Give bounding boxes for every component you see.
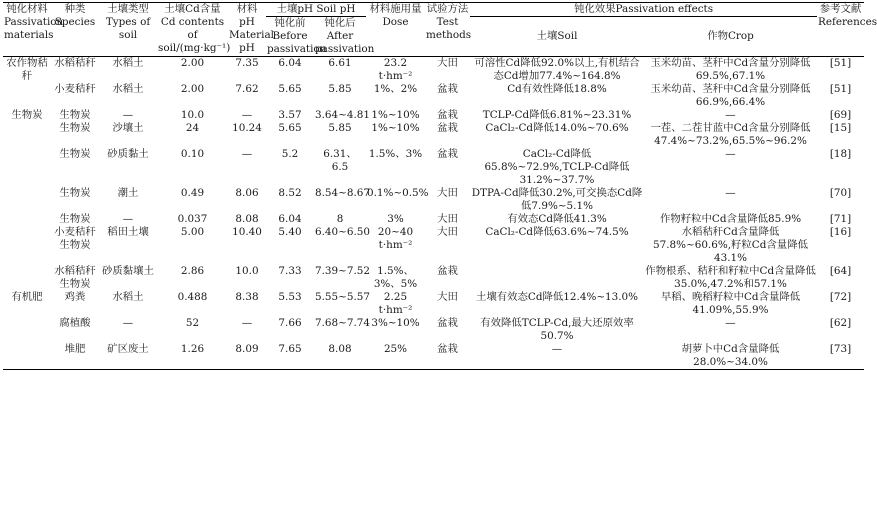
cell-ph-after: 6.61 — [328, 57, 352, 69]
cell-test-method: 盆栽 — [437, 148, 458, 160]
cell-ph-before: 7.65 — [266, 343, 314, 370]
passivation-table — [3, 2, 877, 370]
cell-material — [3, 317, 51, 343]
cell-ph-before: 3.57 — [278, 109, 302, 121]
cell-cd-content: 2.00 — [180, 57, 205, 69]
cell-ph-after: 5.55~5.57 — [315, 291, 370, 303]
cell-material — [3, 122, 51, 148]
cell-cd-content: 10.0 — [180, 109, 205, 121]
cell-dose: 1.5%、3% — [368, 148, 423, 160]
cell-dose: 23.2 t·hm⁻² — [378, 57, 413, 82]
cell-cd-content: 52 — [185, 317, 200, 329]
cell-dose: 2.25 t·hm⁻² — [378, 291, 413, 316]
cell-crop-effect: 作物籽粒中Cd含量降低85.9% — [659, 213, 802, 225]
cell-soil-effect: 土壤有效态Cd降低12.4%~13.0% — [475, 291, 639, 303]
cell-reference: [16] — [829, 226, 852, 238]
cell-soil-type: 水稻土 — [112, 83, 144, 95]
cell-crop-effect: 水稻秸秆Cd含量降低57.8%~60.6%,籽粒Cd含量降低43.1% — [653, 226, 808, 264]
table-row — [3, 122, 864, 148]
cell-species: 堆肥 — [51, 343, 99, 370]
header-soil-type: 土壤类型 Types of soil — [99, 3, 157, 57]
cell-material-ph: — — [241, 109, 253, 121]
cell-species: 生物炭 — [59, 122, 91, 134]
cell-test-method: 盆栽 — [425, 343, 470, 370]
cell-material-ph: 10.40 — [232, 226, 262, 238]
cell-cd-content: 5.00 — [180, 226, 205, 238]
cell-soil-effect — [470, 265, 644, 291]
cell-crop-effect: 玉米幼苗、茎秆中Cd含量分别降低69.5%,67.1% — [650, 57, 811, 82]
cell-ph-before: 5.65 — [278, 122, 302, 134]
cell-material-ph: 8.09 — [228, 343, 266, 370]
cell-soil-effect: CaCl₂-Cd降低63.6%~74.5% — [485, 226, 629, 238]
cell-cd-content: 24 — [185, 122, 200, 134]
cell-reference: [69] — [829, 109, 852, 121]
cell-soil-effect: DTPA-Cd降低30.2%,可交换态Cd降低7.9%~5.1% — [471, 187, 643, 212]
table-row — [3, 83, 864, 109]
cell-species: 水稻秸秆生物炭 — [54, 265, 96, 290]
table-row — [3, 226, 864, 265]
header-cd-content: 土壤Cd含量 Cd contents of soil/(mg·kg⁻¹) — [157, 3, 228, 57]
cell-test-method: 盆栽 — [437, 317, 458, 329]
cell-reference: [62] — [829, 317, 852, 329]
header-effect-soil: 土壤Soil — [470, 17, 644, 57]
cell-cd-content: 2.00 — [180, 83, 205, 95]
cell-soil-type: 水稻土 — [112, 57, 144, 69]
cell-ph-before: 6.04 — [278, 213, 302, 225]
cell-ph-before: 7.66 — [278, 317, 302, 329]
cell-cd-content: 0.10 — [180, 148, 205, 160]
cell-soil-effect: Cd有效性降低18.8% — [507, 83, 607, 95]
cell-ph-before: 6.04 — [278, 57, 302, 69]
header-ph-after: 钝化后 After passivation — [315, 17, 375, 55]
cell-material-ph: 8.38 — [235, 291, 259, 303]
cell-cd-content: 0.488 — [177, 291, 208, 303]
cell-dose: 1%~10% — [371, 109, 420, 121]
cell-material: 生物炭 — [11, 109, 43, 121]
cell-soil-type: — — [122, 109, 134, 121]
cell-material-ph: — — [241, 148, 253, 160]
cell-cd-content: 0.49 — [180, 187, 205, 199]
cell-ph-before: 5.40 — [278, 226, 302, 238]
cell-reference: [70] — [829, 187, 852, 199]
cell-soil-type: 砂质黏土 — [107, 148, 149, 160]
cell-test-method: 盆栽 — [437, 265, 458, 277]
cell-crop-effect: — — [725, 317, 736, 329]
cell-soil-effect: 有效降低TCLP-Cd,最大还原效率50.7% — [480, 317, 634, 342]
cell-material-ph: 10.24 — [232, 122, 262, 134]
table-row — [3, 57, 864, 84]
cell-crop-effect: — — [725, 187, 736, 199]
cell-crop-effect: 早稻、晚稻籽粒中Cd含量降低41.09%,55.9% — [660, 291, 801, 316]
cell-reference: [64] — [829, 265, 852, 277]
cell-material — [3, 343, 51, 370]
cell-species: 生物炭 — [59, 213, 91, 225]
cell-dose: 1.5%、3%、5% — [373, 265, 418, 290]
cell-reference: [73] — [817, 343, 864, 370]
cell-species: 小麦秸秆 — [54, 83, 96, 95]
cell-material: 有机肥 — [11, 291, 43, 303]
cell-dose: 20~40 t·hm⁻² — [377, 226, 414, 251]
cell-soil-effect: 有效态Cd降低41.3% — [507, 213, 607, 225]
header-species: 种类 Species — [51, 3, 99, 57]
cell-species: 生物炭 — [59, 187, 91, 199]
cell-test-method: 盆栽 — [437, 122, 458, 134]
cell-species: 水稻秸秆 — [54, 57, 96, 69]
table-row — [3, 148, 864, 187]
cell-dose: 3% — [387, 213, 404, 225]
table-row — [3, 317, 864, 343]
cell-material-ph: 7.35 — [235, 57, 259, 69]
cell-material — [3, 265, 51, 291]
cell-soil-effect: TCLP-Cd降低6.81%~23.31% — [482, 109, 632, 121]
cell-ph-after: 3.64~4.81 — [315, 109, 370, 121]
cell-soil-effect: 可溶性Cd降低92.0%以上,有机结合态Cd增加77.4%~164.8% — [474, 57, 640, 82]
cell-crop-effect: — — [725, 109, 736, 121]
cell-soil-effect: CaCl₂-Cd降低14.0%~70.6% — [485, 122, 629, 134]
cell-soil-type: — — [122, 213, 134, 225]
table-row — [3, 343, 864, 370]
cell-test-method: 大田 — [437, 213, 458, 225]
cell-ph-after: 5.85 — [328, 83, 352, 95]
cell-dose: 25% — [366, 343, 425, 370]
cell-material-ph: 8.06 — [235, 187, 259, 199]
cell-species: 腐植酸 — [59, 317, 91, 329]
cell-ph-after: 6.31、6.5 — [323, 148, 357, 173]
cell-reference: [71] — [829, 213, 852, 225]
cell-material — [3, 148, 51, 187]
header-ph-before: 钝化前 Before passivation — [267, 17, 327, 55]
cell-reference: [51] — [829, 83, 852, 95]
table-row — [3, 187, 864, 213]
cell-material: 农作物秸秆 — [6, 57, 48, 82]
cell-cd-content: 1.26 — [157, 343, 228, 370]
cell-test-method: 盆栽 — [437, 109, 458, 121]
cell-reference: [51] — [829, 57, 852, 69]
cell-soil-type: 稻田土壤 — [107, 226, 149, 238]
cell-ph-before: 5.53 — [278, 291, 302, 303]
header-effect-crop: 作物Crop — [644, 17, 817, 57]
cell-crop-effect: 胡萝卜中Cd含量降低28.0%~34.0% — [644, 343, 817, 370]
cell-soil-type: 水稻土 — [112, 291, 144, 303]
cell-test-method: 大田 — [437, 187, 458, 199]
cell-soil-effect: CaCl₂-Cd降低65.8%~72.9%,TCLP-Cd降低31.2%~37.7% — [484, 148, 630, 186]
cell-species: 生物炭 — [59, 109, 91, 121]
cell-material — [3, 213, 51, 226]
cell-reference: [15] — [829, 122, 852, 134]
header-effects-group: 钝化效果Passivation effects — [470, 3, 817, 17]
cell-crop-effect: 玉米幼苗、茎秆中Cd含量分别降低66.9%,66.4% — [650, 83, 811, 108]
cell-ph-after: 8 — [336, 213, 344, 225]
header-material-ph: 材料pH Material pH — [228, 3, 266, 57]
cell-crop-effect: 作物根系、秸秆和籽粒中Cd含量降低35.0%,47.2%和57.1% — [645, 265, 816, 290]
cell-material — [3, 83, 51, 109]
cell-soil-type: 砂质黏壤土 — [102, 265, 154, 277]
cell-ph-after: 8.54~8.67 — [315, 187, 370, 199]
cell-species: 鸡粪 — [64, 291, 86, 303]
table-body — [3, 57, 864, 370]
cell-species: 生物炭 — [59, 148, 91, 160]
cell-crop-effect: 一茬、二茬甘蓝中Cd含量分别降低47.4%~73.2%,65.5%~96.2% — [650, 122, 811, 147]
cell-ph-before: 5.65 — [278, 83, 302, 95]
header-test-method: 试验方法 Test methods — [425, 3, 470, 57]
cell-material — [3, 187, 51, 213]
cell-soil-type: 沙壤土 — [112, 122, 144, 134]
cell-material — [3, 226, 51, 265]
cell-ph-after: 7.39~7.52 — [315, 265, 370, 277]
header-dose: 材料施用量 Dose — [366, 3, 425, 57]
cell-crop-effect: — — [725, 148, 736, 160]
cell-soil-effect: — — [470, 343, 644, 370]
cell-ph-after: 5.85 — [328, 122, 352, 134]
header-material: 钝化材料 Passivation materials — [3, 3, 51, 57]
cell-test-method: 大田 — [437, 57, 458, 69]
cell-species: 小麦秸秆生物炭 — [54, 226, 96, 251]
header-soil-ph-group: 土壤pH Soil pH — [266, 3, 366, 17]
cell-material-ph: 8.08 — [235, 213, 259, 225]
cell-reference: [72] — [829, 291, 852, 303]
cell-material-ph: 10.0 — [235, 265, 259, 277]
cell-ph-after: 8.08 — [314, 343, 366, 370]
cell-dose: 1%~10% — [371, 122, 420, 134]
cell-ph-after: 6.40~6.50 — [315, 226, 370, 238]
cell-cd-content: 2.86 — [180, 265, 205, 277]
cell-dose: 0.1%~0.5% — [367, 187, 429, 199]
table-row — [3, 291, 864, 317]
cell-reference: [18] — [829, 148, 852, 160]
cell-ph-before: 7.33 — [278, 265, 302, 277]
cell-test-method: 大田 — [437, 226, 458, 238]
cell-material-ph: 7.62 — [235, 83, 259, 95]
cell-dose: 1%、2% — [373, 83, 418, 95]
cell-test-method: 大田 — [437, 291, 458, 303]
cell-soil-type: 矿区废土 — [99, 343, 157, 370]
cell-soil-type: 潮土 — [117, 187, 139, 199]
cell-ph-before: 8.52 — [278, 187, 302, 199]
table-row — [3, 109, 864, 122]
cell-ph-before: 5.2 — [281, 148, 299, 160]
cell-test-method: 盆栽 — [437, 83, 458, 95]
cell-soil-type: — — [122, 317, 134, 329]
table-header — [3, 3, 877, 57]
cell-dose: 3%~10% — [371, 317, 420, 329]
cell-ph-after: 7.68~7.74 — [315, 317, 370, 329]
table-row — [3, 213, 864, 226]
cell-material-ph: — — [241, 317, 253, 329]
header-references: 参考文献 References — [817, 3, 864, 57]
cell-cd-content: 0.037 — [177, 213, 208, 225]
table-row — [3, 265, 864, 291]
